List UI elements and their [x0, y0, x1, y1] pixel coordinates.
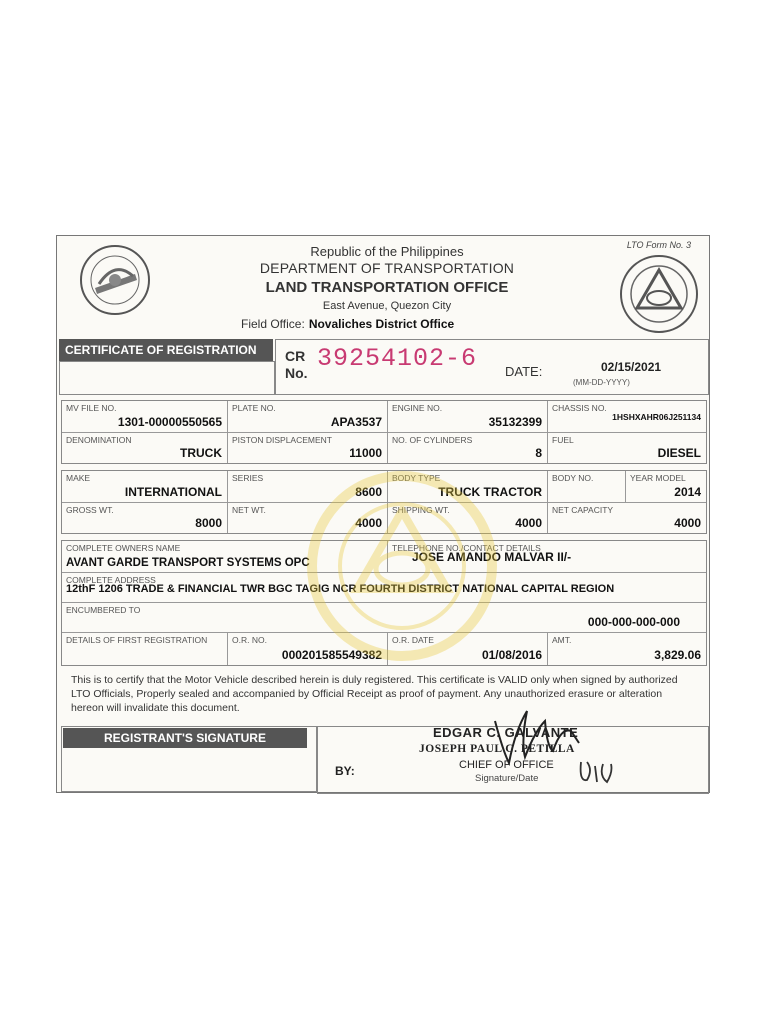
republic-label: Republic of the Philippines [310, 244, 464, 259]
chassis-cell: CHASSIS NO. 1HSHXAHR06J251134 [548, 401, 706, 433]
engine-no: 35132399 [488, 415, 542, 429]
by-label: BY: [335, 764, 355, 778]
signature-date-label: Signature/Date [475, 773, 539, 784]
office-address: East Avenue, Quezon City [322, 300, 452, 312]
amount: 3,829.06 [654, 648, 701, 662]
amount-cell: AMT. 3,829.06 [552, 635, 701, 662]
or-no-cell: O.R. NO. 000201585549382 [228, 633, 388, 665]
make: INTERNATIONAL [124, 485, 222, 499]
cylinders-cell: NO. OF CYLINDERS 8 [388, 433, 548, 463]
net-capacity: 4000 [674, 516, 701, 530]
handwritten-initials-icon [577, 756, 623, 786]
department-label: DEPARTMENT OF TRANSPORTATION [259, 260, 515, 276]
year-model-cell: YEAR MODEL 2014 [626, 471, 706, 503]
cert-title-box [59, 361, 275, 395]
official-name-2: JOSEPH PAUL C. PETILLA [419, 743, 575, 755]
date-label: DATE: [505, 364, 543, 379]
form-number: LTO Form No. 3 [626, 240, 691, 250]
contact-cell: TELEPHONE NO./CONTACT DETAILS JOSE AMANDO MALVAR II/- [388, 541, 706, 573]
denomination-cell: DENOMINATION TRUCK [62, 433, 228, 463]
or-no: 000201585549382 [281, 648, 382, 662]
piston-cell: PISTON DISPLACEMENT 11000 [228, 433, 388, 463]
plate-cell: PLATE NO. APA3537 [228, 401, 388, 433]
date-format: (MM-DD-YYYY) [573, 378, 630, 387]
gross-wt-cell: GROSS WT. 8000 [62, 503, 228, 533]
fuel: DIESEL [657, 446, 701, 460]
shipping-wt-cell: SHIPPING WT. 4000 [388, 503, 548, 533]
body-type-cell: BODY TYPE TRUCK TRACTOR [388, 471, 548, 503]
net-wt: 4000 [355, 516, 382, 530]
field-office: Field Office: Novaliches District Office [241, 317, 455, 331]
lto-seal-icon [619, 254, 699, 334]
certification-text: This is to certify that the Motor Vehicle described herein is duly registered. This certificate is VALID only when signed by authorized LTO Officials, Properly sealed and accompanied by Official Receipt as proof of payment. Any unauthorized erasure or alteration hereon will invalidate this document. [71, 674, 678, 714]
certificate-of-registration [56, 235, 710, 793]
plate-no: APA3537 [330, 415, 382, 429]
shipping-wt: 4000 [515, 516, 542, 530]
or-date: 01/08/2016 [481, 648, 542, 662]
year-model: 2014 [674, 485, 701, 499]
mv-file-no: 1301-00000550565 [117, 415, 222, 429]
first-registration-cell: DETAILS OF FIRST REGISTRATION [62, 633, 228, 665]
gross-wt: 8000 [195, 516, 222, 530]
cr-label: CR No. [285, 348, 308, 381]
address-cell: COMPLETE ADDRESS 12thF 1206 TRADE & FINANCIAL TWR BGC TAGIG NCR FOURTH DISTRICT NATIONAL CAPITAL REGION [62, 573, 706, 603]
owner-name-cell: COMPLETE OWNERS NAME AVANT GARDE TRANSPORT SYSTEMS OPC [62, 541, 388, 573]
body-type: TRUCK TRACTOR [438, 485, 542, 499]
body-no-cell: BODY NO. [548, 471, 626, 503]
certificate-title: CERTIFICATE OF REGISTRATION [59, 339, 273, 361]
make-cell: MAKE INTERNATIONAL [62, 471, 228, 503]
owner-contact: JOSE AMANDO MALVAR II/- [412, 550, 572, 564]
office-title: LAND TRANSPORTATION OFFICE [265, 279, 509, 296]
cylinders: 8 [535, 446, 542, 460]
denomination: TRUCK [180, 446, 222, 460]
series: 8600 [355, 485, 382, 499]
mv-file-cell: MV FILE NO. 1301-00000550565 [62, 401, 228, 433]
vehicle-block-1 [61, 400, 707, 464]
lto-watermark-seal-icon [307, 471, 497, 661]
field-office-value: Novaliches District Office [308, 317, 455, 331]
owner-address: 12thF 1206 TRADE & FINANCIAL TWR BGC TAGIG NCR FOURTH DISTRICT NATIONAL CAPITAL REGION [66, 583, 615, 595]
cr-number: 39254102-6 [317, 344, 478, 373]
chassis-no: 1HSHXAHR06J251134 [612, 412, 701, 422]
fuel-cell: FUEL DIESEL [552, 435, 701, 460]
registrant-signature-label: REGISTRANT'S SIGNATURE [63, 728, 307, 748]
official-name-1: EDGAR C. GALVANTE [433, 725, 579, 740]
or-date-cell: O.R. DATE 01/08/2016 [388, 633, 548, 665]
encumbered-to: 000-000-000-000 [587, 615, 680, 629]
official-title: CHIEF OF OFFICE [459, 759, 554, 771]
piston-displacement: 11000 [349, 446, 382, 460]
net-capacity-cell: NET CAPACITY 4000 [552, 505, 701, 530]
net-wt-cell: NET WT. 4000 [228, 503, 388, 533]
dotr-seal-icon [79, 244, 151, 316]
series-cell: SERIES 8600 [228, 471, 388, 503]
registration-date: 02/15/2021 [601, 360, 662, 374]
encumbered-cell: ENCUMBERED TO 000-000-000-000 [62, 603, 706, 633]
owner-name: AVANT GARDE TRANSPORT SYSTEMS OPC [66, 557, 310, 569]
engine-cell: ENGINE NO. 35132399 [388, 401, 548, 433]
